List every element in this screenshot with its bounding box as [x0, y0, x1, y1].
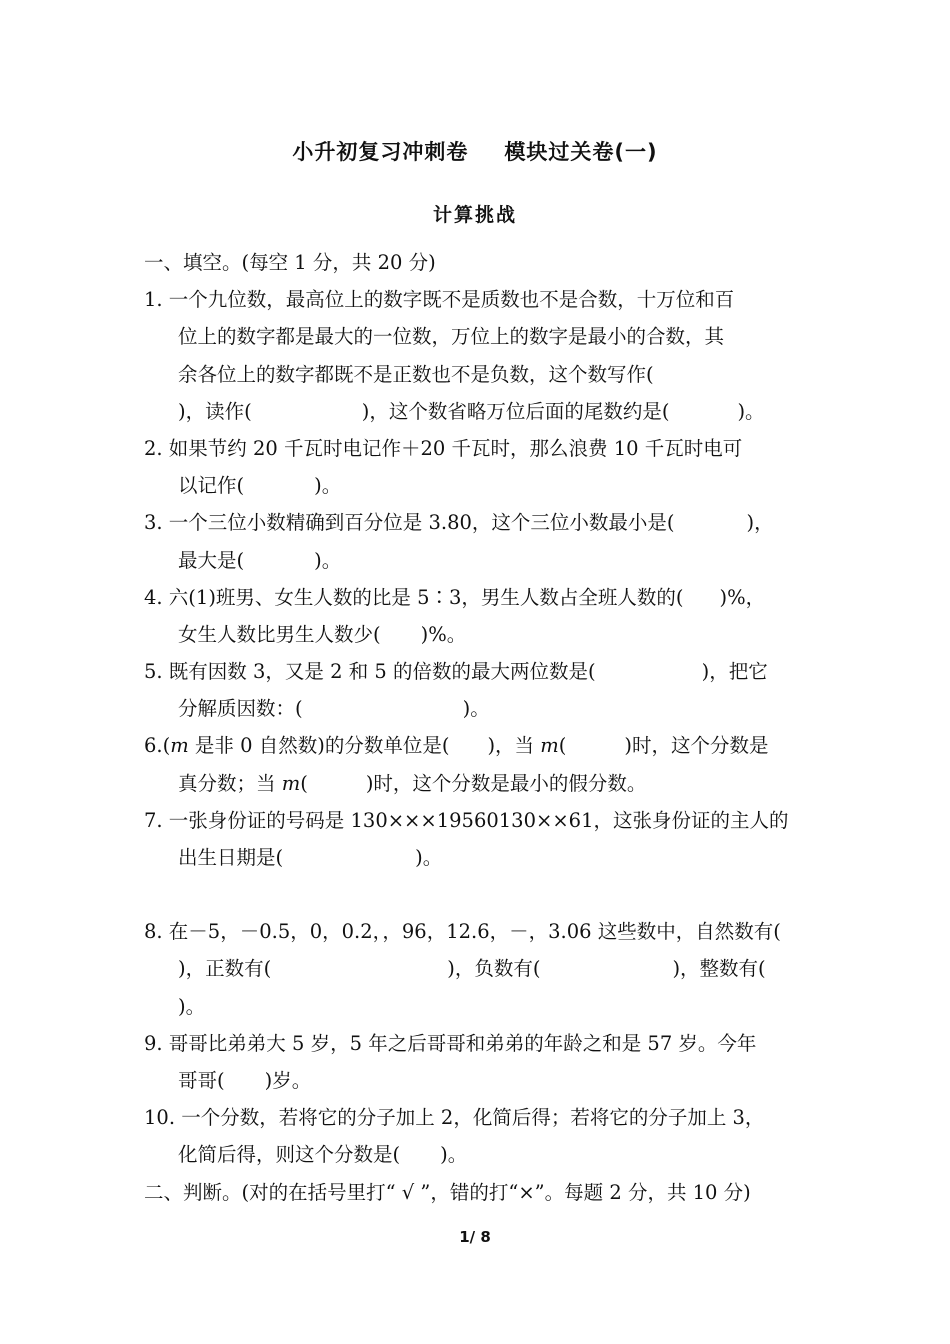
q2-line1: 2. 如果节约 20 千瓦时电记作＋20 千瓦时，那么浪费 10 千瓦时电可 [144, 436, 743, 460]
title-left: 小升初复习冲刺卷 [292, 140, 469, 164]
q6-line2: 真分数；当 m( )时，这个分数是最小的假分数。 [178, 771, 647, 795]
section1-heading: 一、填空。(每空 1 分，共 20 分) [144, 251, 436, 274]
q4-line2: 女生人数比男生人数少( )%。 [178, 622, 467, 646]
q1-line4: )，读作( )，这个数省略万位后面的尾数约是( )。 [178, 399, 765, 423]
q9-line1: 9. 哥哥比弟弟大 5 岁，5 年之后哥哥和弟弟的年龄之和是 57 岁。今年 [144, 1031, 757, 1055]
q10-line1: 10. 一个分数，若将它的分子加上 2，化简后得；若将它的分子加上 3， [144, 1106, 765, 1130]
q7-line2: 出生日期是( )。 [178, 846, 443, 869]
q1-line3: 余各位上的数字都既不是正数也不是负数，这个数写作( [178, 362, 654, 386]
q1-line2: 位上的数字都是最大的一位数，万位上的数字是最小的合数，其 [178, 325, 725, 349]
title-right: 模块过关卷(一) [504, 140, 658, 164]
q7-line1: 7. 一张身份证的号码是 130×××19560130××61，这张身份证的主人的 [144, 808, 789, 832]
page-title [0, 136, 950, 166]
q10-line2: 化简后得，则这个分数是( )。 [178, 1143, 468, 1167]
q1-line1: 1. 一个九位数，最高位上的数字既不是质数也不是合数，十万位和百 [144, 288, 735, 312]
q4-line1: 4. 六(1)班男、女生人数的比是 5∶3，男生人数占全班人数的( )%， [144, 585, 766, 609]
q8-line2: )，正数有( )，负数有( )，整数有( [178, 957, 766, 981]
page-subtitle: 计算挑战 [432, 204, 517, 226]
q3-line1: 3. 一个三位小数精确到百分位是 3.80，这个三位小数最小是( )， [144, 511, 774, 535]
q5-line2: 分解质因数：( )。 [178, 697, 490, 721]
q9-line2: 哥哥( )岁。 [178, 1068, 312, 1092]
q5-line1: 5. 既有因数 3，又是 2 和 5 的倍数的最大两位数是( )，把它 [144, 660, 768, 684]
q8-line1: 8. 在－5，－0.5，0，0.2，，96，12.6，－，3.06 这些数中，自然数有( [144, 920, 781, 944]
q6-line1: 6.(m 是非 0 自然数)的分数单位是( )，当 m( )时，这个分数是 [144, 734, 769, 758]
q3-line2: 最大是( )。 [178, 548, 342, 572]
q8-line3: )。 [178, 994, 206, 1018]
section2-heading: 二、判断。(对的在括号里打“ √ ”，错的打“×”。每题 2 分，共 10 分) [144, 1180, 751, 1204]
exam-content [144, 244, 824, 1211]
q2-line2: 以记作( )。 [178, 474, 342, 498]
page-number: 1/ 8 [459, 1228, 491, 1246]
